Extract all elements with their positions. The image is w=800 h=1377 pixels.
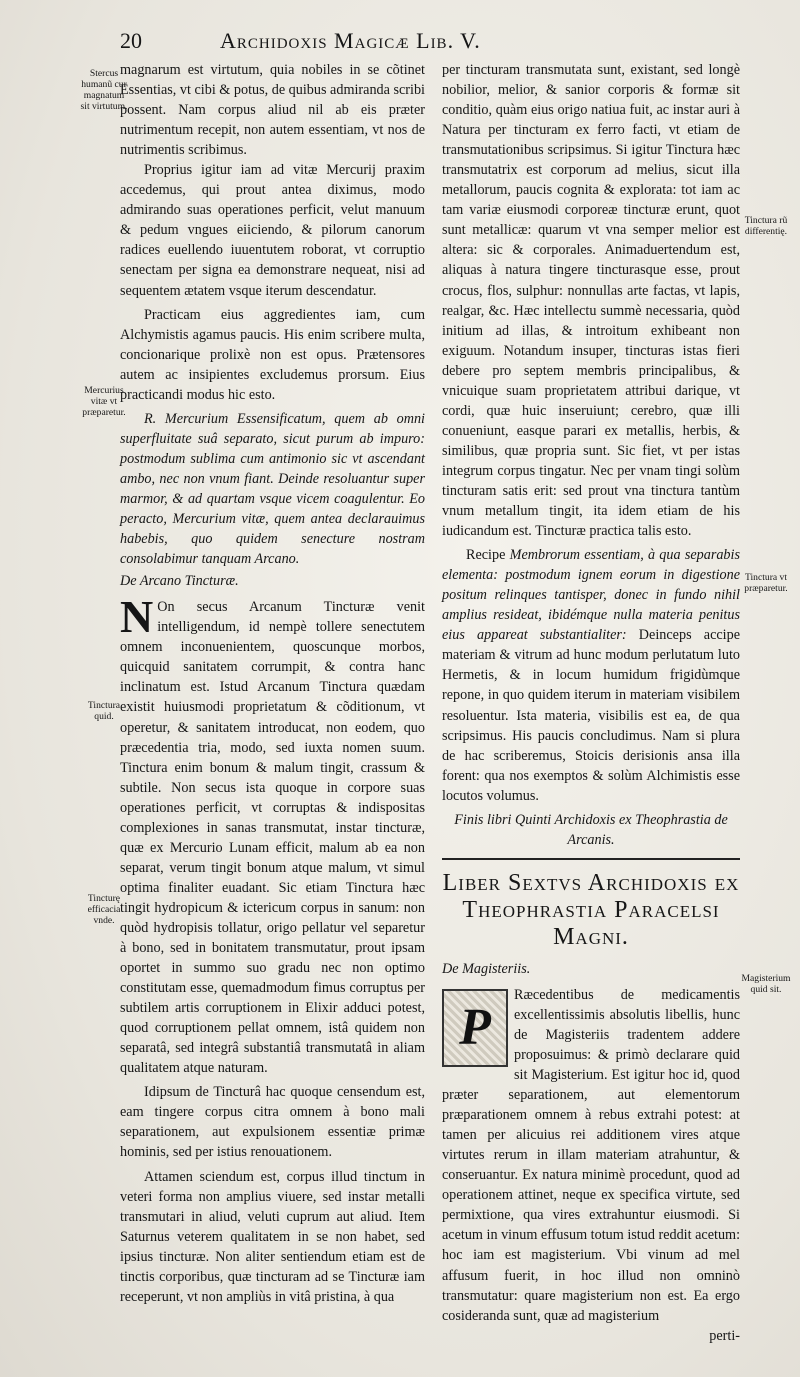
page-number: 20 (120, 28, 142, 53)
recipe-paragraph: R. Mercurium Essensificatum, quem ab omni superfluitate suâ separato, sicut purum ab impuro: postmodum sublima cum antimonio sic vt ascendant ambo, nec non vnum fiant. Deinde resoluantur super marmor, & ad quartam vsque vicem coagulentur. Eo peracto, Mercurium vitæ, quem antea declarauimus habebis, quo quidem senecture nostram consolabimur tanquam Arcano. (120, 410, 425, 568)
paragraph-text: Ræcedentibus de medicamentis excellentissimis absolutis libellis, hunc de Magisteriis tradentem addere proposuimus: & primò declarare quid sit Magisterium. Est igitur hoc id, quod præter separationem, aut elementorum præparationem omnem à rebus extrahi potest: at tamen per alicuius rei additionem vires atque virtutes rerum in illam materiam atrahuntur, & conseruantur. Ex natura minimè procedunt, quod ad operationem attinet, neque ex specifica virtute, sed permixtione, qua vires extrahuntur eiusmodi. Si acetum in vinum effusum totum istud reddit acetum: hoc iam est magisterium. Vbi vinum ad mel affusum fuerit, in hoc illud non omninò transmutatur: quare magisterium non est. Ea ergo cosideranda sunt, quæ ad magisterium (442, 986, 741, 1324)
margin-note-mercurius: Mercurius vitæ vt præparetur. (82, 385, 126, 418)
margin-note-tinctura-praeparetur: Tinctura vt præparetur. (744, 572, 788, 594)
margin-note-magisterium-quid: Magisterium quid sit. (741, 973, 791, 995)
paragraph: per tincturam transmutata sunt, existant, sed longè nobilior, melior, & sanior corporis & formæ sit conditio, quàm eius origo natiua fuit, ac instar auri à Natura per tincturam ex ferro facti, vt etiam de transmutationibus scripsimus. Si igitur Tinctura hæc transmutatrix est corporum ad melius, sicut illa metallorum, paucis cognita & explorata: tot iam ac tam variæ eiusmodi corporeæ tincturæ erunt, quot sunt metallicæ: quarum vt vna semper melior est altera: sic & corporales. Animaduertendum est, aliquas à natura tingere tincturasque esse, prout crocus, flos, sulphur: nonnullas arte factas, vt lapis, realgar, &c. Hæc intellectu summè necessaria, quòd initium ad illas, & introitum exhibeant non exiguum. Notandum insuper, tincturas istas fieri debere pro septem membris principalibus, & vnicuique suam proprietatem attribui darique, vt cordi, quæ huic inseruiunt; cerebro, quæ illi conueniunt, easque parari ex metallis, herbis, & similibus, quæ propria sunt. Sic fiet, vt per istas integrum corpus tingatur. Nec per vnam tingi solùm tincturam satis erit: sed prout vna tinctura tantùm vnum metallum tingit, ita idem etiam de his iudicandum est. Tincturæ practica talis esto. (442, 62, 740, 540)
paragraph: magnarum est virtutum, quia nobiles in se cõtinet Essentias, vt cibi & potus, de quibus admiranda scribi possent. Nam corpus aliud nil ab eis præter nutrimentum recepit, non autem essentiam, vt nos de nutrimentis scribimus. (120, 62, 425, 159)
paragraph-with-initial (120, 591, 425, 1078)
section-heading: De Magisteriis. (442, 960, 531, 977)
left-column (120, 60, 425, 1307)
paragraph-with-ornate-initial (442, 985, 740, 1326)
paragraph-text: Ista materia, visibilis est ea, de qua scripsimus. His paucis concludimus. Nam si plura de hac scriberemus, Stoicis derisionis ansa illa forent: qua nos exemptos & solùm Alchimistis esse locutos volumus. (442, 707, 740, 804)
recipe-paragraph (442, 545, 740, 806)
margin-note-stercus: Stercus humanũ cur magnatum sit virtutum. (80, 68, 128, 112)
paragraph-text: On secus Arcanum Tincturæ venit intelligendum, id nempè tollere senectutem omnem inconuenientem, quoscunque morbos, quicquid sanitatem corrumpit, & contra hanc inclinatum est. Istud Arcanum Tinctura quædam existit huiusmodi proprietatum & cõditionum, vt operetur, & sanitatem introducat, non eodem, quo præcedentia tria, modo, sed iuxta nomen suum. Tinctura enim bonum & malum tingit, crassum & subtile. Non secus ista quoque in corpore suas operationes perficit, vt corruptas & indispositas complexiones in sanas transmutat, instar tincturæ, quæ ex Mercurio Lunam efficit, malum ab ea non separat, verum tingit bonum atque malum, vt simul optima finaliter euadant. Sic etiam Tinctura hæc tingit hydropicum & ictericum corpus in sanum: non quòd hydropisis tollatur, origo pellatur vel separetur à bono, sed in bonitatem transmutatur, prout ipsam oportet in summo suo gradu nec non optimo constitutam esse, quemadmodum fimus corruptus per subtilem artis corruptionem in Elixir adduci potest, quod corruptionem pellat omnem, istâ quidem non separatâ, sed integrâ substantiâ transmutatâ in aliam qualitatem atque naturam. (120, 599, 425, 1077)
book-title: Liber Sextvs Archidoxis ex Theophrastia Paracelsi Magni. (442, 869, 740, 950)
divider-rule (442, 858, 740, 860)
paragraph-text: Deinceps accipe materiam & vitrum ad hunc modum perlutatum luto Hermetis, & in locum humidum frigidùmque repone, in quo quidem iterum in materiam visibilem resoluentur. (442, 627, 740, 724)
right-column (442, 60, 740, 1346)
margin-note-tinctura-differentia: Tinctura rũ differentię. (744, 215, 788, 237)
margin-note-tincturae-efficacia: Tincturę efficacia vnde. (87, 893, 121, 926)
paragraph: Idipsum de Tincturâ hac quoque censendum est, eam tingere corpus citra omnem à bono mali separationem, aut expulsionem essentiæ primæ hominis, sed per istius renouationem. (120, 1084, 425, 1161)
recipe-word: Recipe (466, 547, 510, 564)
page-header (120, 28, 730, 60)
running-title: Archidoxis Magicæ Lib. V. (220, 28, 481, 53)
margin-note-tinctura-quid: Tinctura quid. (87, 700, 121, 722)
paragraph: Proprius igitur iam ad vitæ Mercurij praxim accedemus, qui prout antea diximus, modo admirando suas operationes perficit, velut manuum & pedum vngues eiiciendo, & pilorum canorum radices euellendo iuuentutem roborat, vt corruptio senectam per signa ea demonstrare nequeat, nisi ad sequentem ætatem vsque iterum descendatur. (120, 162, 425, 299)
ornate-initial: P (442, 989, 508, 1067)
paragraph: Practicam eius aggredientes iam, cum Alchymistis agamus paucis. His enim scribere multa, concionarique prolixè non est opus. Prætensores autem ac insipientes excludemus prorsum. Eius practicandi modus hic esto. (120, 306, 425, 403)
colophon: Finis libri Quinti Archidoxis ex Theophrastia de Arcanis. (454, 811, 728, 848)
section-heading: De Arcano Tincturæ. (120, 573, 239, 590)
paragraph: Attamen sciendum est, corpus illud tinctum in veteri forma non amplius viuere, sed instar metalli transmutari in aliud, veluti cuprum aut aliud. Item Saturnus veterem qualitatem in se non habet, sed ipsius tincturæ. Non aliter sentiendum etiam est de tinctis corporibus, quæ tincturam ad se Tincturæ iam receperunt, vt non ampliùs in vitâ pristina, à qua (120, 1168, 425, 1305)
recipe-text: Membrorum essentiam, à qua separabis elementa: postmodum ignem eorum in digestione positum relinques tantisper, donec in fundo nihil amplius resideat, ibidémque nulla materia penitus eius appareat substantialiter: (442, 547, 740, 644)
catchword: perti- (709, 1327, 740, 1344)
drop-initial: N (120, 591, 154, 643)
